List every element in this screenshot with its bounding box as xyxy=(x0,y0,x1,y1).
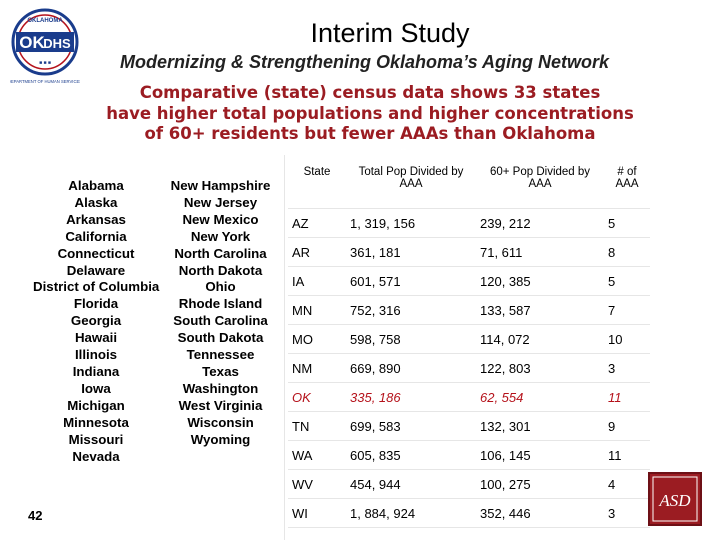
divider xyxy=(284,155,285,540)
cell-aaa-count: 4 xyxy=(604,470,650,499)
cell-state: AZ xyxy=(288,209,346,238)
state-name: Missouri xyxy=(68,431,124,447)
state-name: Ohio xyxy=(205,279,236,295)
logo-main-text2: DHS xyxy=(43,36,71,51)
state-name: Wisconsin xyxy=(187,414,254,430)
table-row xyxy=(288,354,650,383)
state-name: South Carolina xyxy=(173,313,268,329)
cell-state: WI xyxy=(288,499,346,528)
header-total-pop: Total Pop Divided by AAA xyxy=(346,158,476,209)
state-name: Michigan xyxy=(67,397,125,413)
cell-total-pop: 1, 319, 156 xyxy=(346,209,476,238)
cell-aaa-count: 11 xyxy=(604,383,650,412)
state-name: Connecticut xyxy=(57,245,135,261)
cell-total-pop: 454, 944 xyxy=(346,470,476,499)
table-row xyxy=(288,383,650,412)
page-title: Interim Study xyxy=(310,18,470,48)
cell-state: MO xyxy=(288,325,346,354)
cell-state: TN xyxy=(288,412,346,441)
cell-aaa-count: 9 xyxy=(604,412,650,441)
cell-total-pop: 1, 884, 924 xyxy=(346,499,476,528)
cell-state: IA xyxy=(288,267,346,296)
table-header-row xyxy=(288,158,650,209)
cell-total-pop: 335, 186 xyxy=(346,383,476,412)
cell-60-pop: 114, 072 xyxy=(476,325,604,354)
state-name: Nevada xyxy=(72,448,120,464)
state-name: Iowa xyxy=(81,380,111,396)
table-row xyxy=(288,267,650,296)
comparison-table xyxy=(288,158,650,528)
state-name: Minnesota xyxy=(63,414,129,430)
table-row xyxy=(288,499,650,528)
cell-state: WA xyxy=(288,441,346,470)
cell-total-pop: 605, 835 xyxy=(346,441,476,470)
logo-main-text: OK xyxy=(19,33,45,52)
state-name: Wyoming xyxy=(190,431,251,447)
state-name: District of Columbia xyxy=(33,279,160,295)
state-name: North Carolina xyxy=(174,245,267,261)
state-name: Illinois xyxy=(74,347,118,363)
asd-logo xyxy=(648,472,702,526)
cell-60-pop: 106, 145 xyxy=(476,441,604,470)
state-name: Rhode Island xyxy=(178,296,263,312)
cell-total-pop: 699, 583 xyxy=(346,412,476,441)
cell-aaa-count: 3 xyxy=(604,499,650,528)
state-name: Alabama xyxy=(68,178,124,193)
states-column-left xyxy=(33,178,159,465)
state-name: New York xyxy=(190,228,251,244)
table-row xyxy=(288,325,650,354)
table-row xyxy=(288,209,650,238)
logo-bottom-text: DEPARTMENT OF HUMAN SERVICES xyxy=(10,79,80,84)
cell-60-pop: 122, 803 xyxy=(476,354,604,383)
state-name: New Jersey xyxy=(183,194,258,210)
cell-state: AR xyxy=(288,238,346,267)
table-row xyxy=(288,470,650,499)
state-name: Indiana xyxy=(72,363,120,379)
state-name: Arkansas xyxy=(66,211,126,227)
cell-60-pop: 352, 446 xyxy=(476,499,604,528)
states-list xyxy=(33,166,278,464)
state-name: New Mexico xyxy=(182,211,259,227)
header-60-pop: 60+ Pop Divided by AAA xyxy=(476,158,604,209)
cell-60-pop: 62, 554 xyxy=(476,383,604,412)
state-name: North Dakota xyxy=(178,262,263,278)
header-aaa-count: # of AAA xyxy=(604,158,650,209)
state-name: Washington xyxy=(182,380,259,396)
cell-60-pop: 132, 301 xyxy=(476,412,604,441)
table-row xyxy=(288,296,650,325)
state-name: Alaska xyxy=(74,194,118,210)
state-name: Delaware xyxy=(66,262,126,278)
svg-text:■ ■ ■: ■ ■ ■ xyxy=(39,60,51,66)
state-name: Hawaii xyxy=(74,330,118,346)
page-subtitle: Modernizing & Strengthening Oklahoma’s Aging Network xyxy=(120,52,610,72)
headline-line-2: have higher total populations and higher concentrations xyxy=(106,103,634,123)
state-name: Florida xyxy=(73,296,119,312)
headline-line-1: Comparative (state) census data shows 33 states xyxy=(139,83,601,102)
table-row xyxy=(288,238,650,267)
cell-total-pop: 601, 571 xyxy=(346,267,476,296)
headline xyxy=(90,83,650,145)
page-number: 42 xyxy=(28,508,43,523)
cell-60-pop: 133, 587 xyxy=(476,296,604,325)
cell-state: MN xyxy=(288,296,346,325)
cell-state: WV xyxy=(288,470,346,499)
state-name: New Hampshire xyxy=(170,178,271,193)
states-column-right xyxy=(163,178,278,449)
cell-aaa-count: 3 xyxy=(604,354,650,383)
headline-line-3: of 60+ residents but fewer AAAs than Oklahoma xyxy=(144,124,596,143)
cell-total-pop: 598, 758 xyxy=(346,325,476,354)
state-name: West Virginia xyxy=(178,397,263,413)
cell-60-pop: 100, 275 xyxy=(476,470,604,499)
cell-aaa-count: 10 xyxy=(604,325,650,354)
table-row xyxy=(288,412,650,441)
asd-logo-text: ASD xyxy=(659,491,691,510)
cell-state: OK xyxy=(288,383,346,412)
state-name: South Dakota xyxy=(177,330,264,346)
cell-60-pop: 71, 611 xyxy=(476,238,604,267)
state-name: California xyxy=(65,228,127,244)
cell-aaa-count: 5 xyxy=(604,209,650,238)
state-name: Georgia xyxy=(70,313,122,329)
cell-60-pop: 120, 385 xyxy=(476,267,604,296)
cell-aaa-count: 5 xyxy=(604,267,650,296)
state-name: Texas xyxy=(202,363,239,379)
table-row xyxy=(288,441,650,470)
cell-60-pop: 239, 212 xyxy=(476,209,604,238)
logo-top-text: OKLAHOMA xyxy=(27,18,63,24)
header-state: State xyxy=(288,158,346,209)
cell-state: NM xyxy=(288,354,346,383)
cell-total-pop: 669, 890 xyxy=(346,354,476,383)
state-name: Tennessee xyxy=(186,347,255,363)
cell-aaa-count: 11 xyxy=(604,441,650,470)
cell-total-pop: 752, 316 xyxy=(346,296,476,325)
cell-total-pop: 361, 181 xyxy=(346,238,476,267)
cell-aaa-count: 7 xyxy=(604,296,650,325)
cell-aaa-count: 8 xyxy=(604,238,650,267)
